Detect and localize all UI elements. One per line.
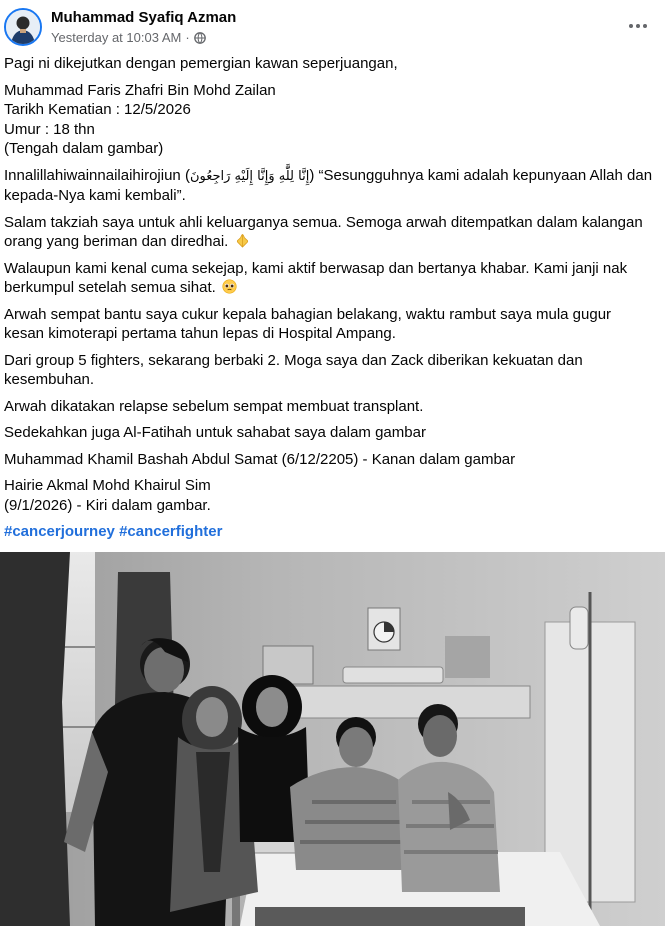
post-header [0, 0, 665, 54]
hashtag-link[interactable]: #cancerjourney [4, 523, 115, 540]
paragraph-4 [4, 213, 654, 252]
memory-text: Walaupun kami kenal cuma sekejap, kami aktif berwasap dan bertanya khabar. Kami janji nak berkumpul setelah semua sihat. [4, 259, 628, 296]
pleading-face-emoji [222, 279, 237, 294]
friend-date-note: (9/1/2026) - Kiri dalam gambar. [4, 496, 211, 514]
praying-hands-emoji [235, 233, 250, 248]
post-meta [51, 30, 206, 45]
condolence-translation: ) “Sesungguhnya kami adalah kepunyaan Allah dan kepada-Nya kami kembali”. [4, 166, 653, 204]
more-options-icon [628, 23, 648, 29]
paragraph-3 [4, 166, 654, 206]
condolence-text: Salam takziah saya untuk ahli keluarganya semua. Semoga arwah ditempatkan dalam kalangan orang yang beriman dan diredhai. [4, 213, 643, 250]
paragraph-1: Pagi ni dikejutkan dengan pemergian kawan seperjuangan, [4, 55, 398, 72]
age: Umur : 18 thn [4, 120, 95, 138]
date-of-death: Tarikh Kematian : 12/5/2026 [4, 101, 191, 118]
paragraph-6: Arwah sempat bantu saya cukur kepala bahagian belakang, waktu rambut saya mula gugur kesan kimoterapi pertama tahun lepas di Hospital Ampang. [4, 305, 612, 342]
paragraph-2 [4, 81, 654, 159]
post-timestamp[interactable]: Yesterday at 10:03 AM [51, 30, 182, 45]
avatar[interactable] [4, 8, 42, 46]
hashtags [4, 522, 654, 542]
hospital-group-photo [0, 552, 665, 926]
condolence-phrase: Innalillahiwainnailaihirojiun ( [4, 166, 190, 184]
paragraph-8: Arwah dikatakan relapse sebelum sempat membuat transplant. [4, 397, 424, 415]
post-photo[interactable] [0, 552, 665, 926]
deceased-name: Muhammad Faris Zhafri Bin Mohd Zailan [4, 81, 276, 99]
paragraph-5 [4, 259, 654, 298]
more-options-button[interactable] [623, 12, 653, 40]
hashtag-link[interactable]: #cancerfighter [119, 523, 223, 540]
globe-icon [194, 32, 206, 44]
paragraph-9: Sedekahkan juga Al-Fatihah untuk sahabat saya dalam gambar [4, 424, 426, 441]
paragraph-7: Dari group 5 fighters, sekarang berbaki 2. Moga saya dan Zack diberikan kekuatan dan kesembuhan. [4, 351, 583, 388]
meta-separator: · [185, 30, 190, 45]
paragraph-11 [4, 476, 654, 515]
avatar-image [6, 10, 40, 44]
paragraph-10: Muhammad Khamil Bashah Abdul Samat (6/12/2205) - Kanan dalam gambar [4, 450, 516, 468]
arabic-phrase: إِنَّا لِلَّٰهِ وَإِنَّا إِلَيْهِ رَاجِعُونَ [189, 168, 310, 184]
author-name[interactable]: Muhammad Syafiq Azman [51, 9, 237, 26]
friend-name: Hairie Akmal Mohd Khairul Sim [4, 477, 211, 494]
post-body [4, 54, 654, 549]
photo-position-note: (Tengah dalam gambar) [4, 140, 164, 157]
